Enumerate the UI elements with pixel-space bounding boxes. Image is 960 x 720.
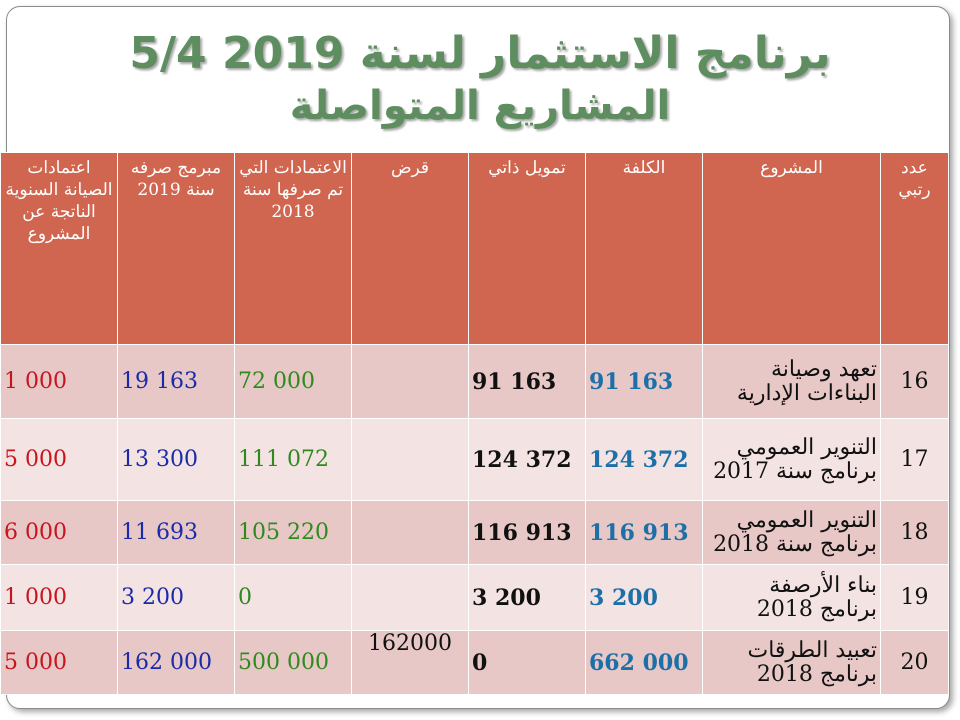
cell-maintenance	[1, 631, 118, 695]
programmed-value: 13 300	[121, 447, 198, 472]
table-header-row	[1, 153, 949, 345]
cell-programmed-2019	[118, 631, 235, 695]
programmed-value: 162 000	[121, 650, 212, 675]
self-funding-value: 91 163	[472, 368, 557, 395]
table-row	[1, 345, 949, 419]
project-line-2: البناءات الإدارية	[736, 380, 877, 406]
cell-spent-2018	[235, 345, 352, 419]
header-cost: الكلفة	[586, 153, 703, 345]
project-line-2: برنامج 2018	[756, 596, 877, 622]
cell-cost	[586, 345, 703, 419]
cell-project	[703, 419, 881, 501]
cell-number: 20	[881, 631, 949, 695]
cell-number: 19	[881, 565, 949, 631]
header-spent-2018: الاعتمادات التي تم صرفها سنة 2018	[235, 153, 352, 345]
cell-loan: 162000	[352, 631, 469, 695]
header-programmed-2019: مبرمج صرفه سنة 2019	[118, 153, 235, 345]
page-subtitle: المشاريع المتواصلة	[289, 83, 671, 129]
header-project: المشروع	[703, 153, 881, 345]
cell-spent-2018	[235, 501, 352, 565]
spent-value: 0	[238, 585, 252, 610]
cell-spent-2018	[235, 565, 352, 631]
cell-project	[703, 565, 881, 631]
maintenance-value: 1 000	[4, 369, 67, 394]
cell-loan	[352, 419, 469, 501]
maintenance-value: 5 000	[4, 447, 67, 472]
cell-spent-2018	[235, 631, 352, 695]
cell-project	[703, 501, 881, 565]
cell-cost	[586, 419, 703, 501]
cell-programmed-2019	[118, 501, 235, 565]
cell-spent-2018	[235, 419, 352, 501]
header-maintenance: اعتمادات الصيانة السنوية الناتجة عن المشروع	[1, 153, 118, 345]
cost-value: 116 913	[589, 519, 689, 546]
cost-value: 662 000	[589, 649, 689, 676]
programmed-value: 3 200	[121, 585, 184, 610]
cell-number: 18	[881, 501, 949, 565]
cell-self-funding	[469, 345, 586, 419]
cost-value: 91 163	[589, 368, 674, 395]
project-line-1: التنوير العمومي	[736, 507, 877, 533]
cell-programmed-2019	[118, 345, 235, 419]
project-line-2: برنامج سنة 2017	[713, 458, 877, 484]
cell-cost	[586, 565, 703, 631]
cell-cost	[586, 631, 703, 695]
project-line-1: بناء الأرصفة	[769, 572, 877, 598]
table-row	[1, 419, 949, 501]
project-line-1: تعبيد الطرقات	[747, 637, 877, 663]
cell-maintenance	[1, 501, 118, 565]
table-row	[1, 501, 949, 565]
cell-project	[703, 345, 881, 419]
header-loan: قرض	[352, 153, 469, 345]
maintenance-value: 6 000	[4, 520, 67, 545]
cell-loan	[352, 345, 469, 419]
table-row	[1, 565, 949, 631]
self-funding-value: 0	[472, 649, 488, 676]
cell-maintenance	[1, 565, 118, 631]
maintenance-value: 1 000	[4, 585, 67, 610]
cell-self-funding	[469, 631, 586, 695]
self-funding-value: 124 372	[472, 446, 572, 473]
cell-programmed-2019	[118, 565, 235, 631]
spent-value: 500 000	[238, 650, 329, 675]
spent-value: 72 000	[238, 369, 315, 394]
page-title: برنامج الاستثمار لسنة 2019 5/4	[129, 28, 831, 79]
project-line-1: تعهد وصيانة	[771, 356, 877, 382]
cell-maintenance	[1, 345, 118, 419]
table-row	[1, 631, 949, 695]
cell-cost	[586, 501, 703, 565]
header-self-funding: تمويل ذاتي	[469, 153, 586, 345]
cell-number: 16	[881, 345, 949, 419]
cell-maintenance	[1, 419, 118, 501]
header-number: عدد رتبي	[881, 153, 949, 345]
cost-value: 124 372	[589, 446, 689, 473]
self-funding-value: 3 200	[472, 584, 541, 611]
project-line-1: التنوير العمومي	[736, 434, 877, 460]
spent-value: 111 072	[238, 447, 329, 472]
maintenance-value: 5 000	[4, 650, 67, 675]
programmed-value: 19 163	[121, 369, 198, 394]
project-line-2: برنامج سنة 2018	[713, 531, 877, 557]
cell-self-funding	[469, 419, 586, 501]
cell-self-funding	[469, 565, 586, 631]
project-line-2: برنامج 2018	[756, 661, 877, 687]
cell-programmed-2019	[118, 419, 235, 501]
investment-table	[0, 152, 949, 695]
spent-value: 105 220	[238, 520, 329, 545]
programmed-value: 11 693	[121, 520, 198, 545]
cell-project	[703, 631, 881, 695]
self-funding-value: 116 913	[472, 519, 572, 546]
cost-value: 3 200	[589, 584, 658, 611]
cell-self-funding	[469, 501, 586, 565]
cell-loan	[352, 501, 469, 565]
cell-loan	[352, 565, 469, 631]
cell-number: 17	[881, 419, 949, 501]
